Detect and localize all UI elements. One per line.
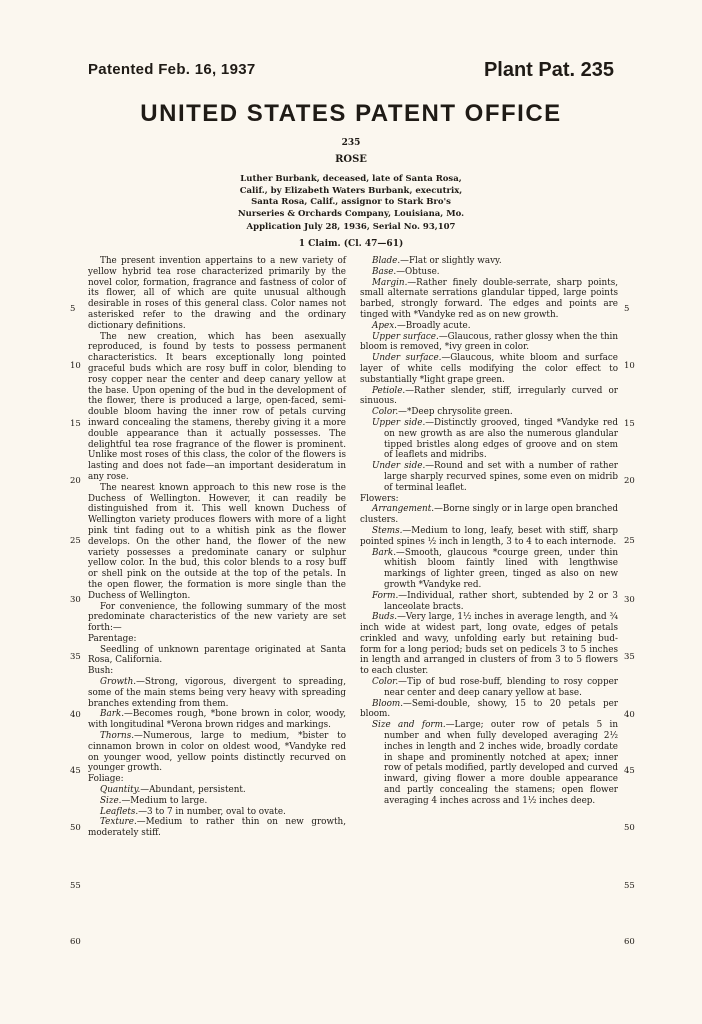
office-heading: UNITED STATES PATENT OFFICE <box>140 100 562 127</box>
term: Bark. <box>100 709 125 720</box>
term: Size. <box>100 795 122 806</box>
term: Color. <box>372 407 399 418</box>
paragraph: The new creation, which has been asexually reproduced, is found by tests to possess permanent characteristics. It bears exceptionally long pointed graceful buds which are rosy buff in color, blending to rosy copper near the center and deep canary yellow at the base. Upon opening of the bud in the development of the flower, there is produced a large, open-faced, semi-double bloom having the inner row of petals curving inward concealing the stamens, thereby giving it a more double appearance than it actually possesses. The delightful tea rose fragrance of the flower is prominent. Unlike most roses of this class, the color of the flowers is lasting and does not fade—an important desideratum in any rose. <box>88 331 346 482</box>
description: —Obtuse. <box>396 266 440 277</box>
description: —3 to 7 in number, oval to ovate. <box>138 806 286 817</box>
line-number: 20 <box>70 476 81 486</box>
paragraph: The nearest known approach to this new rose is the Duchess of Wellington. However, it can readily be distinguished from it. This well known Duchess of Wellington variety produces flowers with more of a light pink tint fading out to a whitish pink as the flower develops. On the other hand, the flower of the new variety possesses a predominate canary or sulphur yellow color. In the bud, this color blends to a rosy buff or shell pink on the outside at the top of the petals. In the open flower, the formation is more single than the Duchess of Wellington. <box>88 482 346 601</box>
description: —Borne singly or in large open branched clusters. <box>360 504 618 526</box>
line-number: 55 <box>624 881 635 891</box>
characteristic <box>360 386 618 408</box>
line-number: 10 <box>624 361 635 371</box>
description: —Medium to rather thin on new growth, moderately stiff. <box>88 817 346 839</box>
line-number: 50 <box>70 823 81 833</box>
application-line: Application July 28, 1936, Serial No. 93,107 <box>246 222 456 232</box>
line-number: 35 <box>70 652 81 662</box>
characteristic <box>360 332 618 354</box>
line-number: 40 <box>624 710 635 720</box>
characteristic <box>88 796 346 807</box>
section-heading: Flowers: <box>360 493 399 504</box>
patented-date: Patented Feb. 16, 1937 <box>88 61 256 78</box>
term: Thorns. <box>100 731 135 742</box>
line-number: 15 <box>624 419 635 429</box>
characteristic <box>88 709 346 731</box>
description: —Glaucous, rather glossy when the thin bloom is removed, *ivy green in color. <box>360 331 619 353</box>
section-heading: Parentage: <box>88 633 137 644</box>
paragraph: Seedling of unknown parentage originated at Santa Rosa, California. <box>88 644 346 666</box>
characteristic <box>360 267 618 278</box>
description: —Broadly acute. <box>396 320 471 331</box>
inventor-line: Luther Burbank, deceased, late of Santa Rosa, <box>240 174 462 184</box>
claim-line: 1 Claim. (Cl. 47—61) <box>298 239 404 249</box>
section-heading: Foliage: <box>88 774 124 785</box>
term: Arrangement. <box>372 504 435 515</box>
term: Margin. <box>372 277 408 288</box>
line-number: 20 <box>624 476 635 486</box>
line-number: 60 <box>70 937 81 947</box>
characteristic <box>88 785 346 796</box>
term: Leaflets. <box>100 806 139 817</box>
description: —Round and set with a number of rather large sharply recurved spines, some even on midrib of terminal leaflet. <box>384 461 618 493</box>
inventor-line: Santa Rosa, Calif., assignor to Stark Bro's <box>251 197 451 207</box>
term: Growth. <box>100 677 137 688</box>
line-number: 15 <box>70 419 81 429</box>
characteristic <box>360 418 618 461</box>
term: Apex. <box>372 320 397 331</box>
plant-patent-number: Plant Pat. 235 <box>483 59 614 81</box>
inventor-line: Calif., by Elizabeth Waters Burbank, executrix, <box>239 185 463 196</box>
term: Texture. <box>100 817 137 828</box>
inventor-line: Nurseries & Orchards Company, Louisiana, Mo. <box>237 208 465 219</box>
description: —Very large, 1½ inches in average length, and ¾ inch wide at widest part, long ovate, edges of petals crinkled and wavy, unfolding early but retaining bud-form for a long period; buds set on pedicels 3 to 5 inches in length and arranged in clusters of from 3 to 5 flowers to each cluster. <box>360 612 618 677</box>
characteristic <box>360 256 618 267</box>
term: Upper surface. <box>372 331 439 342</box>
characteristic <box>360 591 618 613</box>
description: —Becomes rough, *bone brown in color, woody, with longitudinal *Verona brown ridges and markings. <box>88 709 346 731</box>
characteristic <box>88 817 346 839</box>
description: —Flat or slightly wavy. <box>400 256 502 266</box>
characteristic <box>360 677 618 699</box>
description: —Smooth, glaucous *courge green, under thin whitish bloom faintly lined with lengthwise markings of lighter green, tinged as also on new growth *Vandyke red. <box>384 547 618 590</box>
description: —Tip of bud rose-buff, blending to rosy copper near center and deep canary yellow at base. <box>384 677 618 698</box>
term: Upper side. <box>372 417 426 428</box>
term: Petiole. <box>372 385 406 396</box>
term: Bark. <box>372 547 397 558</box>
line-number: 45 <box>70 766 81 776</box>
description: —*Deep chrysolite green. <box>398 407 513 418</box>
description: —Medium to large. <box>121 795 208 806</box>
term: Form. <box>372 590 399 601</box>
characteristic <box>360 278 618 321</box>
description: —Abundant, persistent. <box>140 785 246 796</box>
description: —Distinctly grooved, tinged *Vandyke red on new growth as are also the numerous glandular tipped bristles along edges of groove and on stem of leaflets and midribs. <box>384 417 618 461</box>
line-number: 30 <box>70 595 81 605</box>
line-number: 50 <box>624 823 635 833</box>
paragraph: For convenience, the following summary of the most predominate characteristics of the new variety are set forth:— <box>88 601 346 634</box>
description: —Numerous, large to medium, *bister to cinnamon brown in color on oldest wood, *Vandyke red on younger wood, yellow points distinctly recurved on younger growth. <box>88 731 346 774</box>
line-number: 10 <box>70 361 81 371</box>
characteristic <box>360 353 618 385</box>
characteristic <box>88 807 346 818</box>
line-number: 35 <box>624 652 635 662</box>
term: Under surface. <box>372 353 442 364</box>
characteristic <box>360 407 618 418</box>
line-number: 25 <box>624 536 635 546</box>
characteristic <box>360 526 618 548</box>
term: Quantity. <box>100 785 141 796</box>
description: —Medium to long, leafy, beset with stiff, sharp pointed spines ½ inch in length, 3 to 4 to each internode. <box>360 525 618 547</box>
characteristic <box>88 731 346 774</box>
line-number: 30 <box>624 595 635 605</box>
line-number: 60 <box>624 937 635 947</box>
line-number: 5 <box>70 304 76 314</box>
term: Blade. <box>372 256 401 266</box>
description: —Rather finely double-serrate, sharp points, small alternate serrations glandular tipped, large points barbed, strongly forward. The edges and points are tinged with *Vandyke red as on new growth. <box>360 277 618 320</box>
right-column <box>360 256 618 807</box>
term: Buds. <box>372 612 398 623</box>
paragraph: The present invention appertains to a new variety of yellow hybrid tea rose characterized primarily by the novel color, formation, fragrance and fastness of color of its flower, all of which are quite unusual although desirable in roses of this general class. Color names not asterisked refer to the drawing and the ordinary dictionary definitions. <box>88 256 346 331</box>
line-number: 45 <box>624 766 635 776</box>
characteristic <box>360 461 618 493</box>
description: —Glaucous, white bloom and surface layer of white cells modifying the color effect to substantially *light grape green. <box>360 353 619 385</box>
characteristic <box>360 321 618 332</box>
description: —Rather slender, stiff, irregularly curved or sinuous. <box>360 385 618 407</box>
term: Under side. <box>372 461 426 472</box>
line-number: 5 <box>624 304 630 314</box>
characteristic <box>88 677 346 709</box>
section-heading: Bush: <box>88 666 114 677</box>
inventor-block <box>0 174 702 220</box>
characteristic <box>360 504 618 526</box>
patent-number: 235 <box>341 138 361 148</box>
description: —Strong, vigorous, divergent to spreading, some of the main stems being very heavy with spreading branches extending from them. <box>88 677 346 709</box>
left-column <box>88 256 346 839</box>
term: Base. <box>372 266 397 277</box>
line-number: 55 <box>70 881 81 891</box>
description: —Large; outer row of petals 5 in number and when fully developed averaging 2½ inches in length and 2 inches wide, broadly cordate in shape and prominently notched at apex; inner row of petals modified, partly developed and curved inward, giving flower a more double appearance and partly concealing the stamens; open flower averaging 4 inches across and 1½ inches deep. <box>384 720 618 806</box>
patent-title: ROSE <box>335 154 367 165</box>
description: —Individual, rather short, subtended by 2 or 3 lanceolate bracts. <box>384 590 618 612</box>
characteristic <box>360 720 618 806</box>
characteristic <box>360 699 618 721</box>
description: —Semi-double, showy, 15 to 20 petals per bloom. <box>360 698 618 720</box>
characteristic <box>360 612 618 677</box>
term: Bloom. <box>372 698 404 709</box>
characteristic <box>360 548 618 591</box>
term: Size and form. <box>372 720 446 731</box>
term: Stems. <box>372 525 403 536</box>
line-number: 25 <box>70 536 81 546</box>
term: Color. <box>372 677 399 688</box>
line-number: 40 <box>70 710 81 720</box>
